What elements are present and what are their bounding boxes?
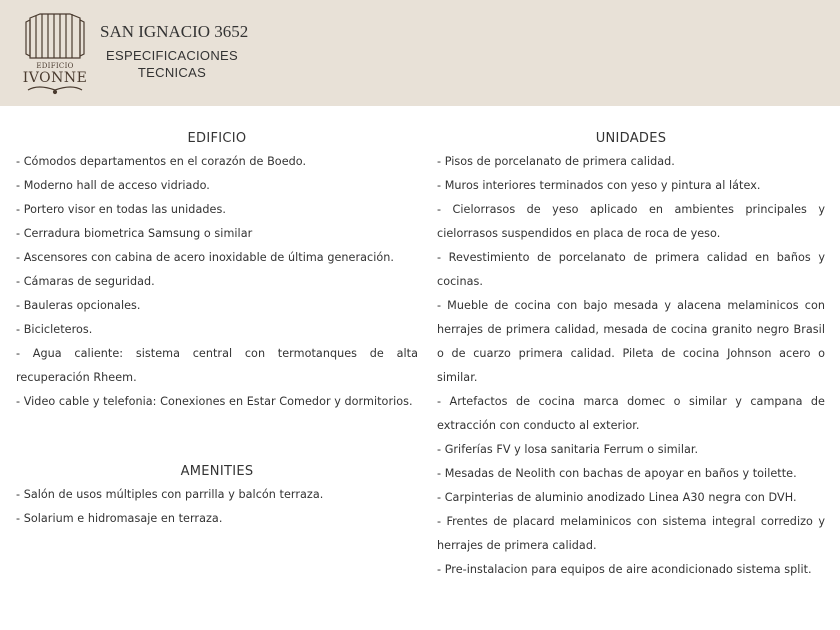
list-item: - Cielorrasos de yeso aplicado en ambientes principales y cielorrasos suspendidos en placa de roca de yeso. <box>437 203 825 240</box>
edificio-title: EDIFICIO <box>187 131 247 146</box>
page-title: SAN IGNACIO 3652 <box>100 22 249 41</box>
header-banner <box>0 0 840 106</box>
list-item: - Bicicleteros. <box>16 323 93 336</box>
list-item: - Pre-instalacion para equipos de aire acondicionado sistema split. <box>437 563 812 576</box>
edificio-section <box>16 128 418 414</box>
unidades-title: UNIDADES <box>595 131 667 146</box>
subtitle-line2: TECNICAS <box>137 65 207 80</box>
list-item: - Cómodos departamentos en el corazón de Boedo. <box>16 155 307 168</box>
list-item: - Moderno hall de acceso vidriado. <box>16 179 210 192</box>
list-item: - Salón de usos múltiples con parrilla y balcón terraza. <box>16 488 324 501</box>
list-item: - Muros interiores terminados con yeso y pintura al látex. <box>437 179 761 192</box>
list-item: - Cerradura biometrica Samsung o similar <box>16 227 253 240</box>
amenities-title: AMENITIES <box>180 464 254 479</box>
list-item: - Frentes de placard melaminicos con sistema integral corredizo y herrajes de primera calidad. <box>437 515 825 552</box>
list-item: - Video cable y telefonia: Conexiones en Estar Comedor y dormitorios. <box>16 395 413 408</box>
list-item: - Bauleras opcionales. <box>16 299 141 312</box>
edificio-ivonne-logo <box>18 10 92 96</box>
amenities-list <box>16 483 418 531</box>
list-item: - Ascensores con cabina de acero inoxidable de última generación. <box>16 251 395 264</box>
list-item: - Cámaras de seguridad. <box>16 275 155 288</box>
list-item: - Carpinterias de aluminio anodizado Linea A30 negra con DVH. <box>437 491 797 504</box>
subtitle-line1: ESPECIFICACIONES <box>106 48 238 63</box>
edificio-list <box>16 150 418 414</box>
list-item: - Griferías FV y losa sanitaria Ferrum o similar. <box>437 443 699 456</box>
unidades-list <box>437 150 825 582</box>
list-item: - Mesadas de Neolith con bachas de apoyar en baños y toilette. <box>437 467 797 480</box>
list-item: - Artefactos de cocina marca domec o similar y campana de extracción con conducto al exterior. <box>437 395 825 432</box>
logo-line2: IVONNE <box>22 70 88 86</box>
amenities-section <box>16 461 418 531</box>
list-item: - Solarium e hidromasaje en terraza. <box>16 512 223 525</box>
list-item: - Pisos de porcelanato de primera calidad. <box>437 155 675 168</box>
list-item: - Mueble de cocina con bajo mesada y alacena melaminicos con herrajes de primera calidad, mesada de cocina granito negro Brasil o de cuarzo primera calidad. Pileta de cocina Johnson acero o similar. <box>437 299 825 384</box>
list-item: - Portero visor en todas las unidades. <box>16 203 226 216</box>
page-subtitle <box>102 47 242 81</box>
list-item: - Agua caliente: sistema central con termotanques de alta recuperación Rheem. <box>16 347 418 384</box>
list-item: - Revestimiento de porcelanato de primera calidad en baños y cocinas. <box>437 251 825 288</box>
logo-line1: EDIFICIO <box>36 62 74 70</box>
unidades-section <box>437 128 825 582</box>
